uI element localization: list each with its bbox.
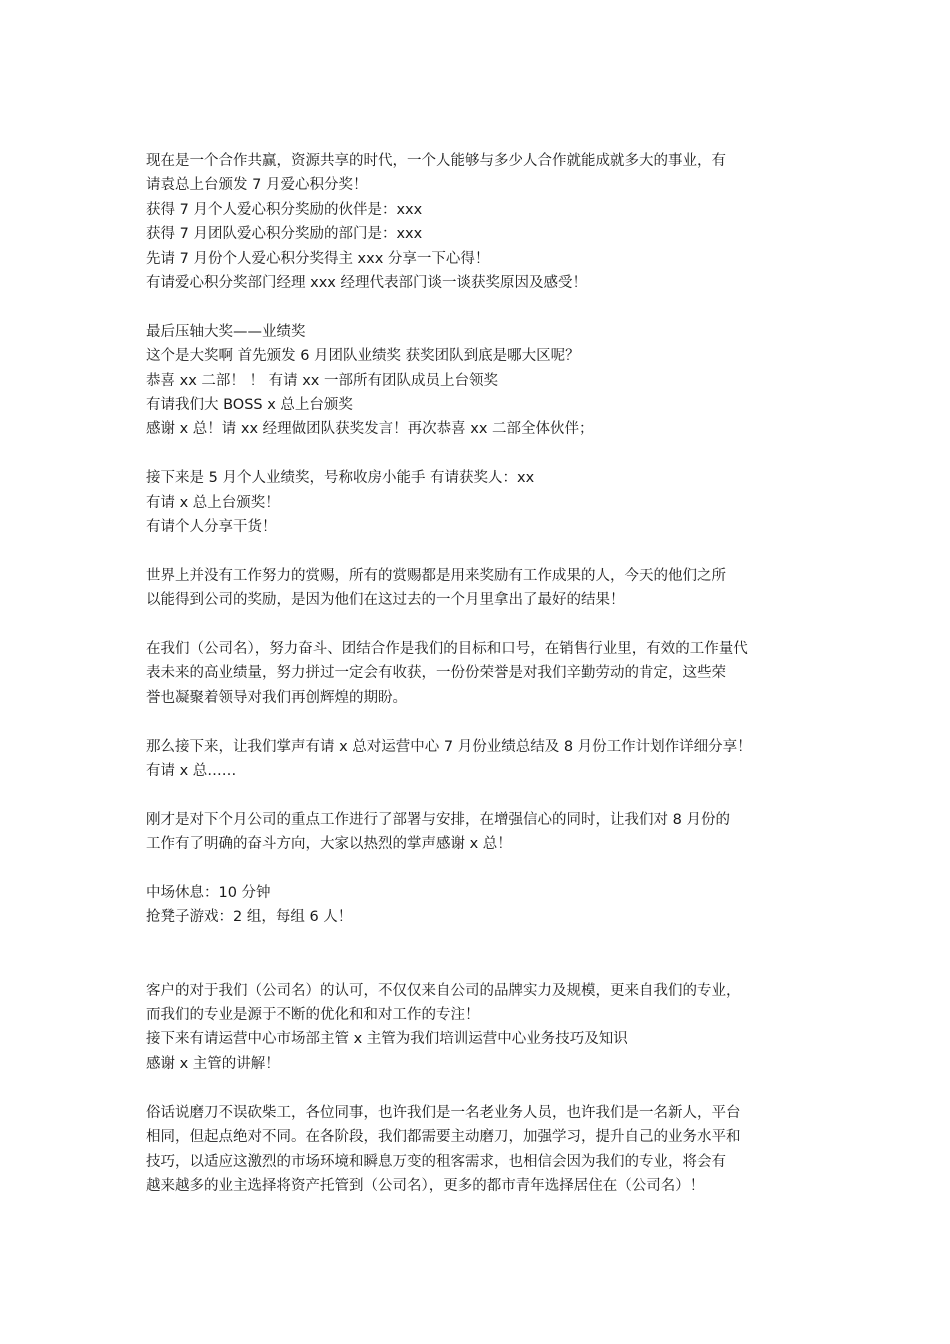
text-line: 刚才是对下个月公司的重点工作进行了部署与安排，在增强信心的同时，让我们对 8 月份的 [146,811,730,828]
paragraph-operations-summary [146,735,814,784]
paragraph-team-performance-award [146,320,814,442]
text-line: 越来越多的业主选择将资产托管到（公司名），更多的都市青年选择居住在（公司名）！ [146,1177,705,1194]
text-line: 技巧，以适应这激烈的市场环境和瞬息万变的租客需求，也相信会因为我们的专业，将会有 [146,1153,726,1170]
text-line: 请袁总上台颁发 7 月爱心积分奖！ [146,177,368,194]
paragraph-training-intro [146,979,814,1077]
text-line: 抢凳子游戏：2 组，每组 6 人！ [146,909,353,926]
text-line: 中场休息：10 分钟 [146,885,271,902]
text-line: 现在是一个合作共赢，资源共享的时代，一个人能够与多少人合作就能成就多大的事业，有 [146,153,726,169]
text-line: 誉也凝聚着领导对我们再创辉煌的期盼。 [146,689,407,706]
text-line: 获得 7 月个人爱心积分奖励的伙伴是：xxx [146,201,423,218]
text-line: 接下来有请运营中心市场部主管 x 主管为我们培训运营中心业务技巧及知识 [146,1031,628,1048]
text-line: 客户的对于我们（公司名）的认可，不仅仅来自公司的品牌实力及规模，更来自我们的专业， [146,982,741,999]
paragraph-closing-remarks [146,1101,814,1199]
text-line: 而我们的专业是源于不断的优化和和对工作的专注！ [146,1007,480,1024]
text-line: 有请 x 总上台颁奖！ [146,494,280,511]
text-line: 表未来的高业绩量，努力拼过一定会有收获，一份份荣誉是对我们辛勤劳动的肯定，这些荣 [146,665,726,682]
text-line: 感谢 x 总！请 xx 经理做团队获奖发言！再次恭喜 xx 二部全体伙伴； [146,421,594,438]
text-line: 有请个人分享干货！ [146,519,277,536]
document-body [146,149,814,1223]
paragraph-love-points-award [146,149,814,295]
text-line: 先请 7 月份个人爱心积分奖得主 xxx 分享一下心得！ [146,250,490,267]
paragraph-company-motto [146,637,814,710]
text-line: 有请 x 总…… [146,763,237,780]
text-line: 相同，但起点绝对不同。在各阶段，我们都需要主动磨刀，加强学习，提升自己的业务水平和 [146,1129,741,1146]
text-line: 感谢 x 主管的讲解！ [146,1055,280,1072]
text-line: 以能得到公司的奖励，是因为他们在这过去的一个月里拿出了最好的结果！ [146,592,625,609]
text-line: 在我们（公司名），努力奋斗、团结合作是我们的目标和口号，在销售行业里，有效的工作量代 [146,641,748,658]
text-line: 有请爱心积分奖部门经理 xxx 经理代表部门谈一谈获奖原因及感受！ [146,275,587,292]
paragraph-rewards-philosophy [146,564,814,613]
text-line: 俗话说磨刀不误砍柴工，各位同事，也许我们是一名老业务人员，也许我们是一名新人，平台 [146,1104,741,1121]
blank-line [146,954,814,978]
text-line: 那么接下来，让我们掌声有请 x 总对运营中心 7 月份业绩总结及 8 月份工作计划作详细分享！ [146,738,752,755]
text-line: 接下来是 5 月个人业绩奖，号称收房小能手 有请获奖人：xx [146,470,535,487]
text-line: 这个是大奖啊 首先颁发 6 月团队业绩奖 获奖团队到底是哪大区呢？ [146,348,580,365]
paragraph-thanks-after-plan [146,808,814,857]
paragraph-individual-performance-award [146,466,814,539]
paragraph-intermission [146,881,814,930]
text-line: 有请我们大 BOSS x 总上台颁奖 [146,397,353,414]
text-line: 恭喜 xx 二部！ ！ 有请 xx 一部所有团队成员上台领奖 [146,372,498,389]
text-line: 世界上并没有工作努力的赏赐，所有的赏赐都是用来奖励有工作成果的人，今天的他们之所 [146,567,726,584]
text-line: 工作有了明确的奋斗方向，大家以热烈的掌声感谢 x 总！ [146,836,512,853]
text-line: 最后压轴大奖——业绩奖 [146,323,306,340]
text-line: 获得 7 月团队爱心积分奖励的部门是：xxx [146,226,423,243]
